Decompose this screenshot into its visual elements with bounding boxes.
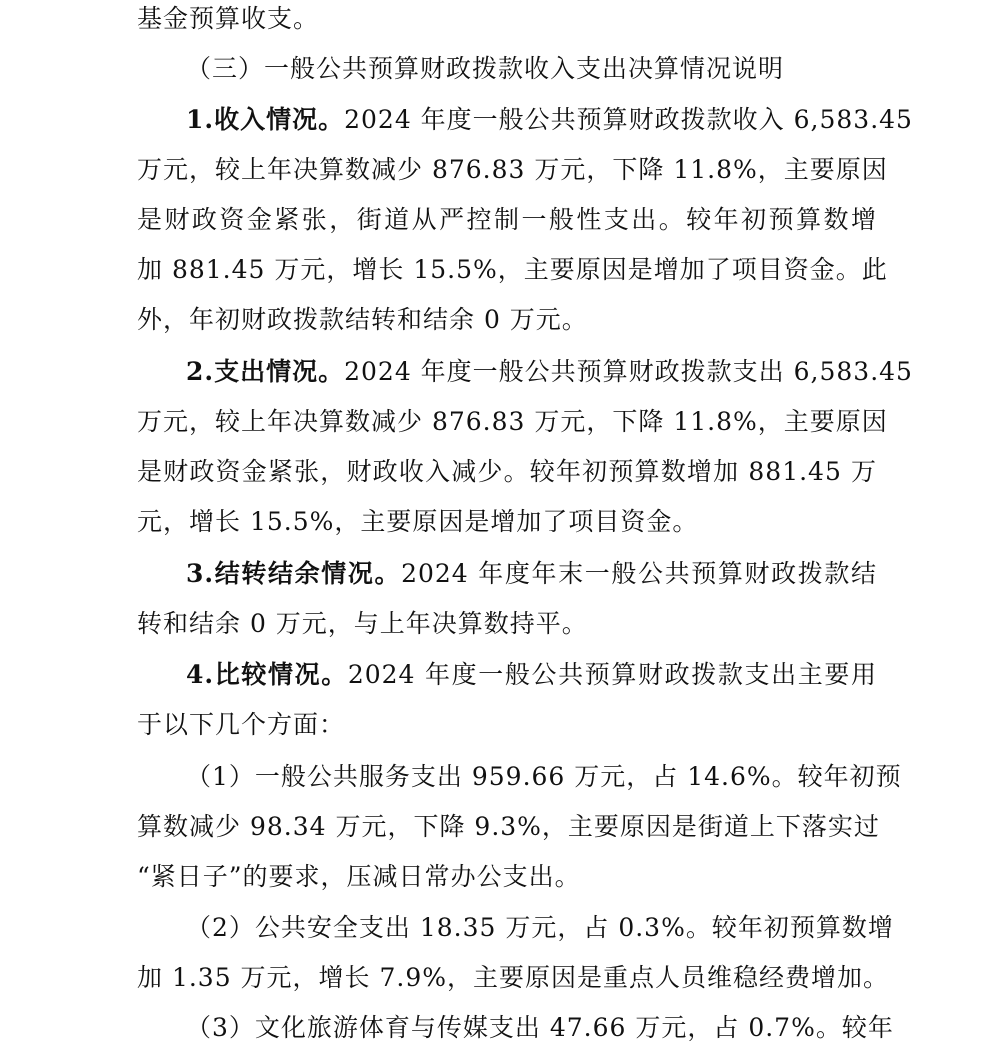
paragraph-text: 2024 年度一般公共预算财政拨款支出 6,583.45 (344, 357, 913, 386)
list-item-line: （3）文化旅游体育与传媒支出 47.66 万元，占 0.7%。较年 (186, 1013, 894, 1042)
list-item-line: 加 1.35 万元，增长 7.9%，主要原因是重点人员维稳经费增加。 (137, 963, 890, 992)
paragraph-line: 外，年初财政拨款结转和结余 0 万元。 (137, 305, 588, 334)
paragraph-line: 万元，较上年决算数减少 876.83 万元，下降 11.8%，主要原因 (137, 407, 888, 436)
paragraph-line: 是财政资金紧张，财政收入减少。较年初预算数增加 881.45 万 (137, 457, 877, 486)
paragraph-line: 是财政资金紧张，街道从严控制一般性支出。较年初预算数增 (137, 205, 877, 234)
paragraph-text: 2024 年度一般公共预算财政拨款收入 6,583.45 (344, 105, 913, 134)
list-item-line: （1）一般公共服务支出 959.66 万元，占 14.6%。较年初预 (186, 762, 902, 791)
paragraph-line (186, 100, 913, 140)
paragraph-line: 转和结余 0 万元，与上年决算数持平。 (137, 609, 588, 638)
section-heading: （三）一般公共预算财政拨款收入支出决算情况说明 (186, 54, 785, 83)
paragraph-line (186, 655, 877, 695)
bold-lead: 1.收入情况。 (186, 105, 345, 134)
bold-lead: 3.结转结余情况。 (186, 559, 402, 588)
bold-lead: 4.比较情况。 (186, 660, 348, 689)
paragraph-text: 2024 年度一般公共预算财政拨款支出主要用 (347, 660, 877, 689)
paragraph-line: 加 881.45 万元，增长 15.5%，主要原因是增加了项目资金。此 (137, 255, 888, 284)
text-line: 基金预算收支。 (137, 4, 320, 33)
paragraph-text: 2024 年度年末一般公共预算财政拨款结 (401, 559, 877, 588)
list-item-line: “紧日子”的要求，压减日常办公支出。 (137, 862, 581, 891)
paragraph-line (186, 554, 877, 594)
list-item-line: 算数减少 98.34 万元，下降 9.3%，主要原因是街道上下落实过 (137, 812, 880, 841)
paragraph-line: 于以下几个方面： (137, 710, 346, 739)
paragraph-line: 元，增长 15.5%，主要原因是增加了项目资金。 (137, 507, 699, 536)
bold-lead: 2.支出情况。 (186, 357, 345, 386)
paragraph-line: 万元，较上年决算数减少 876.83 万元，下降 11.8%，主要原因 (137, 155, 888, 184)
paragraph-line (186, 352, 913, 392)
list-item-line: （2）公共安全支出 18.35 万元，占 0.3%。较年初预算数增 (186, 913, 894, 942)
